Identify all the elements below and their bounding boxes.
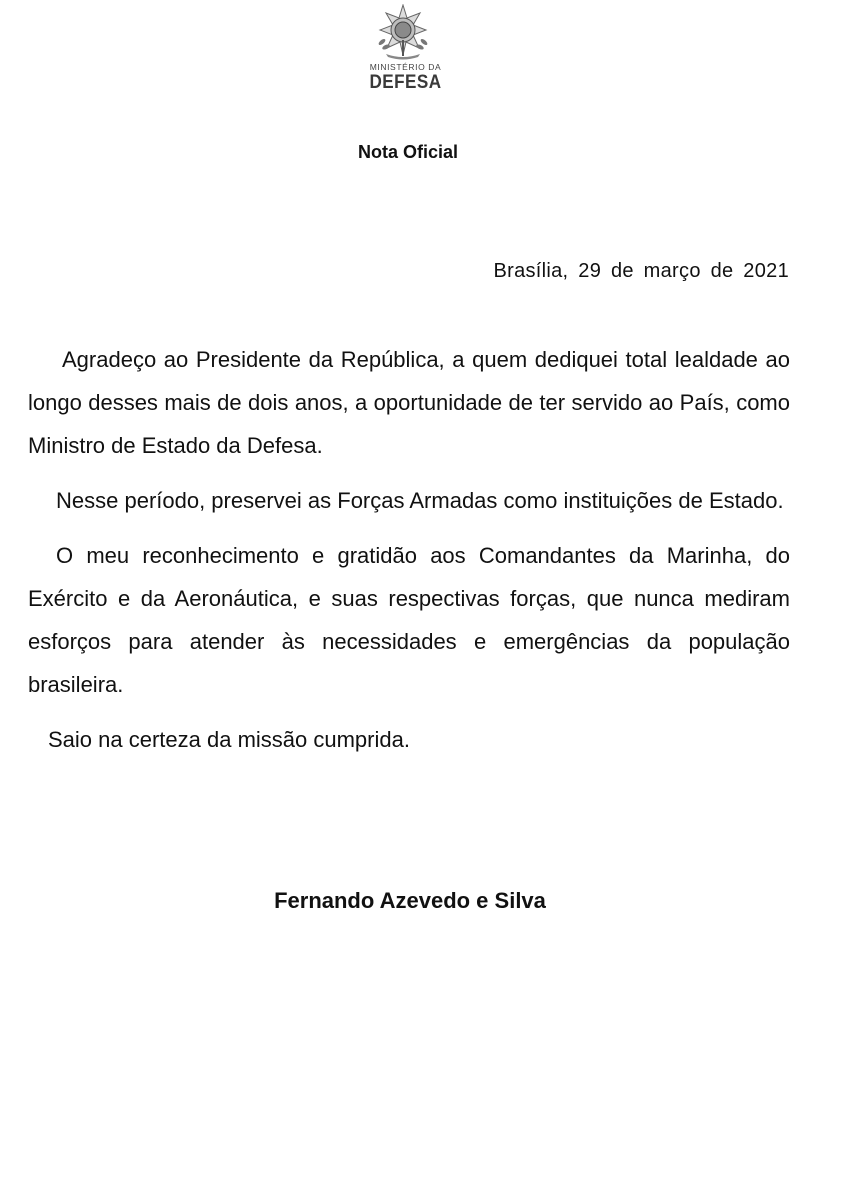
signature-name: Fernando Azevedo e Silva (274, 888, 546, 913)
document-title: Nota Oficial (357, 142, 459, 162)
document-date: Brasília, 29 de março de 2021 (493, 260, 789, 282)
ministry-line2: DEFESA (369, 72, 442, 93)
paragraph: Saio na certeza da missão cumprida. (48, 727, 410, 752)
paragraph: O meu reconhecimento e gratidão aos Comandantes da Marinha, do Exército e da Aeronáutica, e suas respectivas forças, que nunca mediram esforços para atender às necessidades e emergências da população brasileira. (28, 543, 790, 697)
paragraph: Nesse período, preservei as Forças Armadas como instituições de Estado. (56, 488, 784, 513)
ministry-line1: MINISTÉRIO DA (369, 62, 442, 72)
document-body (28, 338, 790, 773)
coat-of-arms-icon (372, 4, 434, 60)
paragraph: Agradeço ao Presidente da República, a quem dediquei total lealdade ao longo desses mais de dois anos, a oportunidade de ter servido ao País, como Ministro de Estado da Defesa. (28, 347, 790, 458)
